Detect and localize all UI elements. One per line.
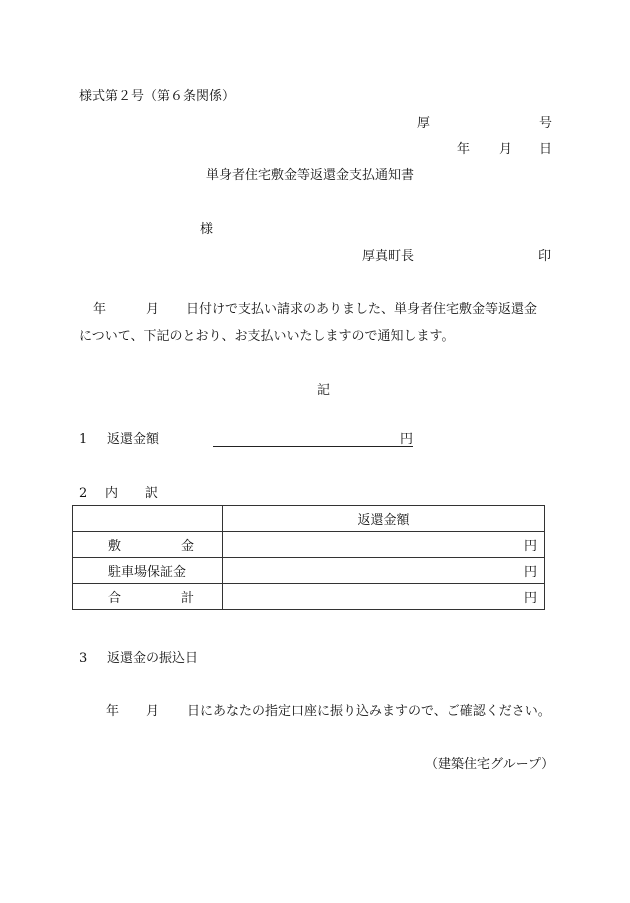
- table-row: [73, 558, 545, 584]
- section-2-number: 2: [79, 486, 88, 501]
- row-label-total: [73, 584, 223, 610]
- section-1-label: 返還金額: [107, 432, 160, 447]
- row-label-total-a: 合: [108, 591, 122, 606]
- section-1-number: 1: [79, 432, 88, 447]
- payment-text: 日にあなたの指定口座に振り込みますので、ご確認ください。: [187, 704, 551, 719]
- breakdown-table: [72, 505, 545, 610]
- section-1-currency: 円: [400, 432, 414, 447]
- table-header-row: [73, 506, 545, 532]
- form-number: 様式第２号（第６条関係）: [79, 89, 236, 104]
- body-line-1-text: 日付けで支払い請求のありました、単身者住宅敷金等返還金: [186, 302, 538, 317]
- section-3-label: 返還金の振込日: [107, 651, 199, 666]
- section-2-label-part-a: 内: [105, 486, 119, 501]
- table-header-amount: 返還金額: [223, 506, 545, 532]
- row-label-deposit-b: 金: [180, 539, 194, 554]
- document-number-suffix: 号: [539, 116, 553, 131]
- row-label-parking-text: 駐車場保証金: [108, 565, 187, 580]
- issuer-name: 厚真町長: [362, 249, 415, 264]
- table-header-blank: [73, 506, 223, 532]
- refund-amount-underline: [213, 446, 413, 447]
- body-year-label: 年: [93, 302, 107, 317]
- row-amount-deposit: 円: [223, 532, 545, 558]
- ki-heading: 記: [317, 383, 331, 398]
- body-month-label: 月: [146, 302, 160, 317]
- table-row: [73, 584, 545, 610]
- table-row: [73, 532, 545, 558]
- date-year-label: 年: [457, 142, 471, 157]
- document-title: 単身者住宅敷金等返還金支払通知書: [206, 168, 415, 183]
- row-label-parking: [73, 558, 223, 584]
- row-label-total-b: 計: [180, 591, 194, 606]
- seal-mark: 印: [538, 249, 552, 264]
- row-amount-total: 円: [223, 584, 545, 610]
- document-number-prefix: 厚: [417, 116, 431, 131]
- body-paragraph-line-2: について、下記のとおり、お支払いいたしますので通知します。: [79, 329, 455, 344]
- payment-month-label: 月: [146, 704, 160, 719]
- recipient-honorific: 様: [200, 222, 214, 237]
- row-label-deposit: [73, 532, 223, 558]
- payment-year-label: 年: [106, 704, 120, 719]
- department-name: （建築住宅グループ）: [425, 757, 555, 772]
- date-day-label: 日: [539, 142, 553, 157]
- section-3-number: 3: [79, 651, 88, 666]
- row-amount-parking: 円: [223, 558, 545, 584]
- section-2-label-part-b: 訳: [145, 486, 159, 501]
- row-label-deposit-a: 敷: [108, 539, 122, 554]
- date-month-label: 月: [499, 142, 513, 157]
